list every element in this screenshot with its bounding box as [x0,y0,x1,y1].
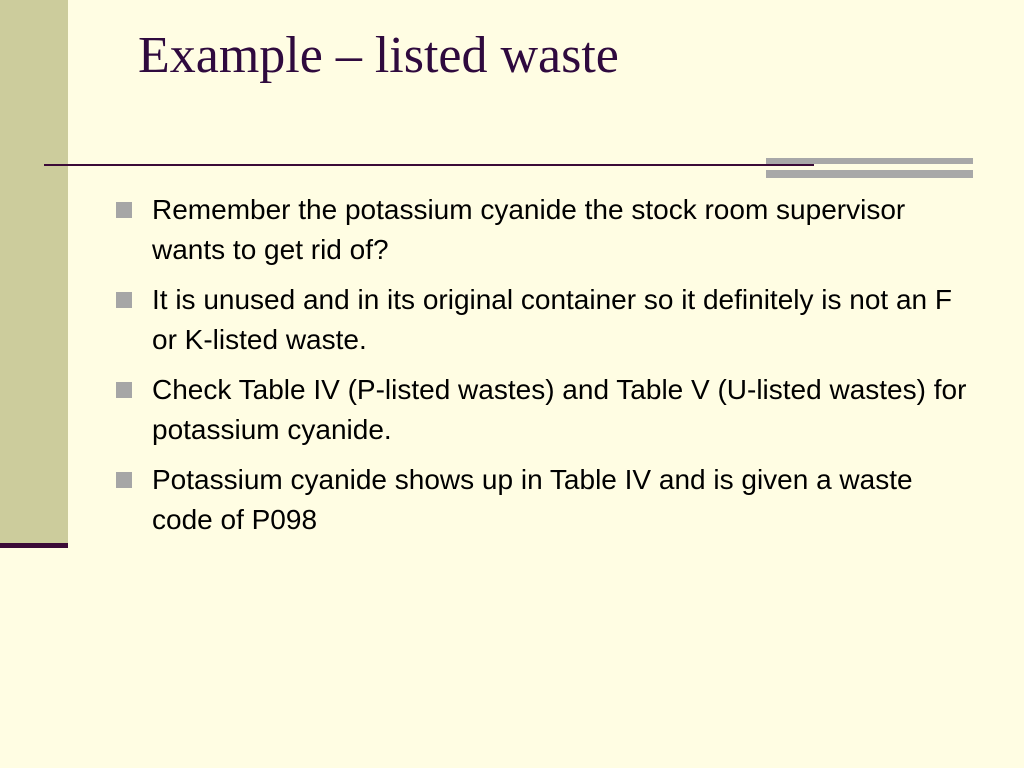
left-bar-accent-line [0,543,68,548]
bullet-item [116,370,976,450]
slide-title: Example – listed waste [138,27,619,84]
title-divider-line [44,164,814,166]
bullet-item [116,280,976,360]
square-bullet-icon [116,472,132,488]
gray-bar-top [766,158,973,164]
square-bullet-icon [116,292,132,308]
bullet-item [116,460,976,540]
bullet-list [116,190,976,550]
bullet-text: Remember the potassium cyanide the stock room supervisor wants to get rid of? [152,194,906,265]
gray-bar-bottom [766,170,973,178]
bullet-text: Check Table IV (P-listed wastes) and Table V (U-listed wastes) for potassium cyanide. [152,374,967,445]
bullet-item [116,190,976,270]
square-bullet-icon [116,382,132,398]
bullet-text: Potassium cyanide shows up in Table IV and is given a waste code of P098 [152,464,913,535]
decorative-gray-bars [766,158,973,180]
bullet-text: It is unused and in its original container so it definitely is not an F or K-listed waste. [152,284,952,355]
left-decorative-bar [0,0,68,545]
square-bullet-icon [116,202,132,218]
